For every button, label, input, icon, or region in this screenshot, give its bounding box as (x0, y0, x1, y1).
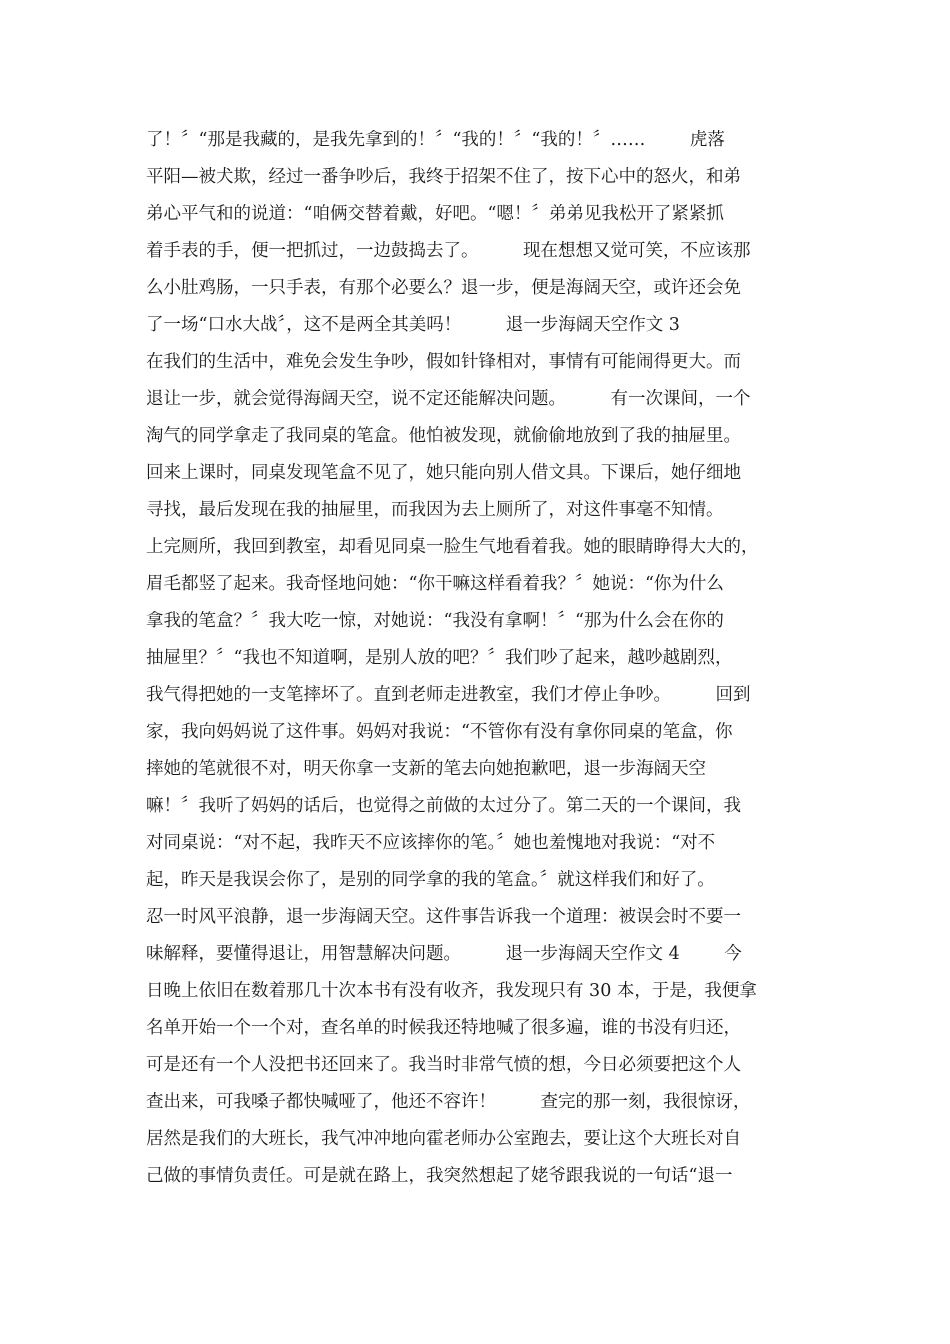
essay-body (146, 122, 811, 1195)
text-line: 退让一步，就会觉得海阔天空，说不定还能解决问题。 有一次课间，一个 (146, 389, 751, 409)
text-line: 居然是我们的大班长，我气冲冲地向霍老师办公室跑去，要让这个大班长对自 (146, 1129, 741, 1149)
text-line: 日晚上依旧在数着那几十次本书有没有收齐，我发现只有 30 本，于是，我便拿 (146, 981, 757, 1001)
text-line: 着手表的手，便一把抓过，一边鼓捣去了。 现在想想又觉可笑，不应该那 (146, 241, 751, 261)
text-line: 家，我向妈妈说了这件事。妈妈对我说：“不管你有没有拿你同桌的笔盒，你 (146, 722, 733, 742)
text-line: 么小肚鸡肠，一只手表，有那个必要么？退一步，便是海阔天空，或许还会免 (146, 278, 741, 298)
text-line: 己做的事情负责任。可是就在路上，我突然想起了姥爷跟我说的一句话“退一 (146, 1166, 733, 1186)
text-line: 我气得把她的一支笔摔坏了。直到老师走进教室，我们才停止争吵。 回到 (146, 685, 751, 705)
text-line: 嘛！〞我听了妈妈的话后，也觉得之前做的太过分了。第二天的一个课间，我 (146, 796, 741, 816)
text-line: 淘气的同学拿走了我同桌的笔盒。他怕被发现，就偷偷地放到了我的抽屉里。 (146, 426, 741, 446)
text-line: 寻找，最后发现在我的抽屉里，而我因为去上厕所了，对这件事毫不知情。 (146, 500, 724, 520)
text-line: 查出来，可我嗓子都快喊哑了，他还不容许！ 查完的那一刻，我很惊讶， (146, 1092, 751, 1112)
text-line: 回来上课时，同桌发现笔盒不见了，她只能向别人借文具。下课后，她仔细地 (146, 463, 741, 483)
text-line: 拿我的笔盒？〞我大吃一惊，对她说：“我没有拿啊！〞“那为什么会在你的 (146, 611, 724, 631)
text-line: 起，昨天是我误会你了，是别的同学拿的我的笔盒。〞就这样我们和好了。 (146, 870, 715, 890)
text-line: 对同桌说：“对不起，我昨天不应该摔你的笔。〞她也羞愧地对我说：“对不 (146, 833, 716, 853)
text-line: 在我们的生活中，难免会发生争吵，假如针锋相对，事情有可能闹得更大。而 (146, 352, 741, 372)
text-line: 平阳—被犬欺，经过一番争吵后，我终于招架不住了，按下心中的怒火，和弟 (146, 167, 741, 187)
text-line: 上完厕所，我回到教室，却看见同桌一脸生气地看着我。她的眼睛睁得大大的， (146, 537, 759, 557)
text-line: 抽屉里？〞“我也不知道啊，是别人放的吧？〞我们吵了起来，越吵越剧烈， (146, 648, 733, 668)
text-line: 摔她的笔就很不对，明天你拿一支新的笔去向她抱歉吧，退一步海阔天空 (146, 759, 706, 779)
text-line: 弟心平气和的说道：“咱俩交替着戴，好吧。“嗯！〞弟弟见我松开了紧紧抓 (146, 204, 724, 224)
text-line: 忍一时风平浪静，退一步海阔天空。这件事告诉我一个道理：被误会时不要一 (146, 907, 741, 927)
text-line: 味解释，要懂得退让，用智慧解决问题。 退一步海阔天空作文 4 今 (146, 944, 742, 964)
text-line: 名单开始一个一个对，查名单的时候我还特地喊了很多遍，谁的书没有归还， (146, 1018, 741, 1038)
text-line: 眉毛都竖了起来。我奇怪地问她：“你干嘛这样看着我？〞她说：“你为什么 (146, 574, 724, 594)
text-line: 了一场“口水大战〞，这不是两全其美吗！ 退一步海阔天空作文 3 (146, 315, 680, 335)
text-line: 可是还有一个人没把书还回来了。我当时非常气愤的想，今日必须要把这个人 (146, 1055, 741, 1075)
text-line: 了！〞“那是我藏的，是我先拿到的！〞“我的！〞“我的！〞…… 虎落 (146, 130, 725, 150)
